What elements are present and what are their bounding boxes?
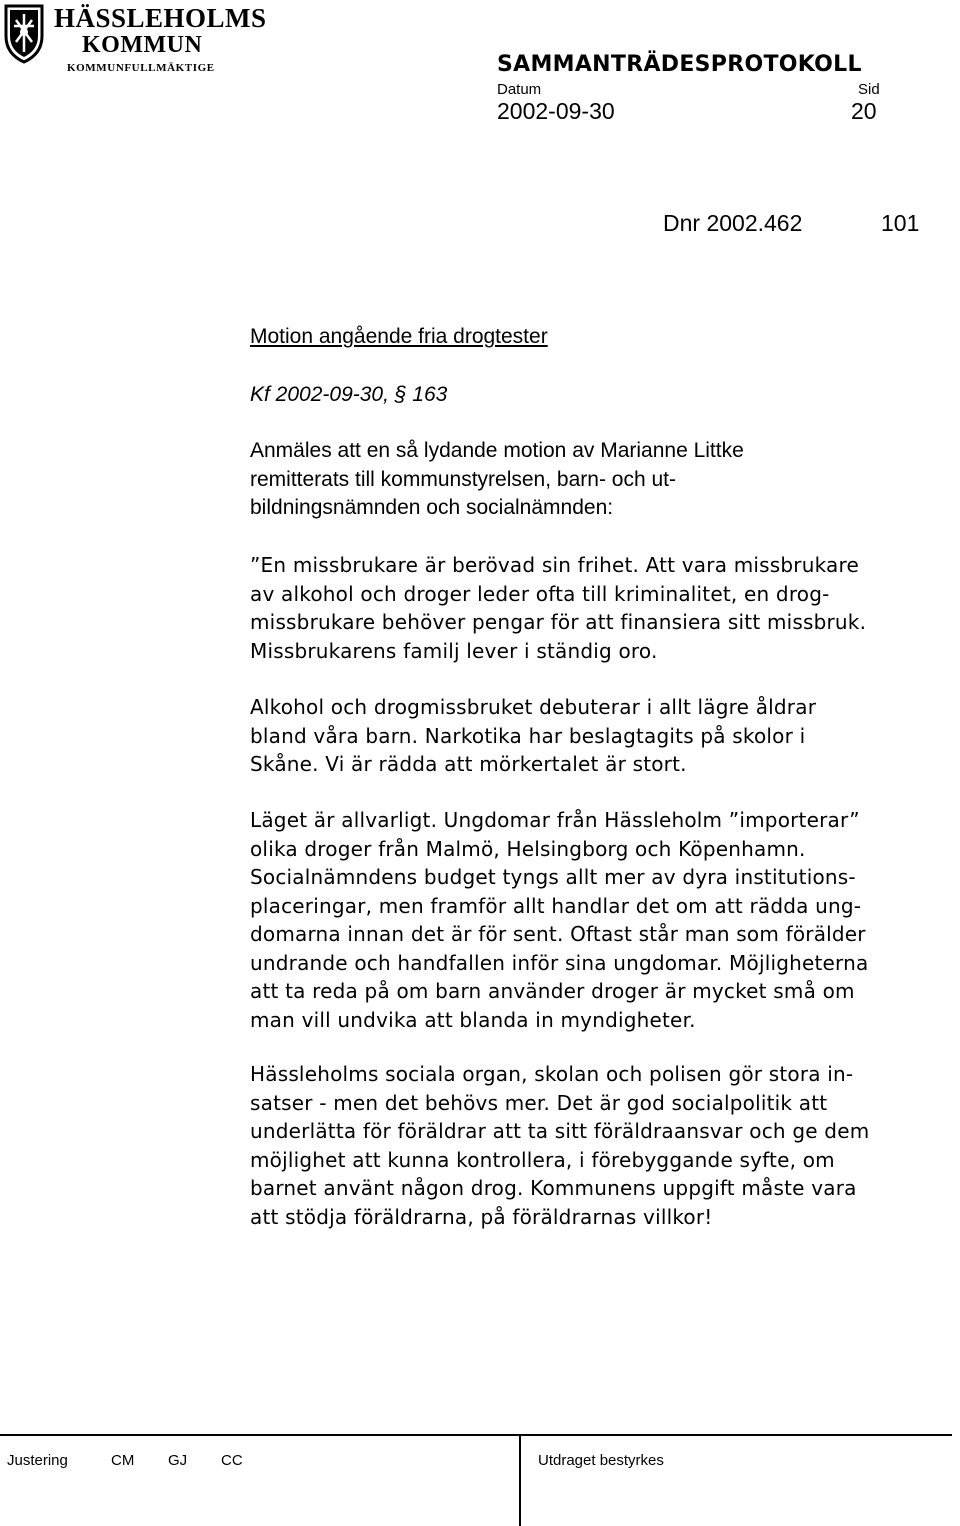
motion-paragraph-4 <box>250 1060 960 1231</box>
justering-label: Justering <box>7 1452 68 1469</box>
org-unit: KOMMUNFULLMÄKTIGE <box>67 62 215 74</box>
paragraph-number: 101 <box>881 210 920 236</box>
text-line: undrande och handfallen inför sina ungdomar. Möjligheterna <box>250 950 869 975</box>
text-line: bland våra barn. Narkotika har beslagtagits på skolor i <box>250 723 806 748</box>
org-name-line2: KOMMUN <box>82 32 203 58</box>
text-line: barnet använt någon drog. Kommunens uppgift måste vara <box>250 1176 857 1200</box>
motion-paragraph-3 <box>250 806 960 1034</box>
text-line: Missbrukarens familj lever i ständig oro. <box>250 638 658 663</box>
text-line: Alkohol och drogmissbruket debuterar i allt lägre åldrar <box>250 695 817 719</box>
document-type: SAMMANTRÄDESPROTOKOLL <box>497 52 862 77</box>
footer-divider <box>0 1434 520 1436</box>
org-name-line1: HÄSSLEHOLMS <box>54 3 267 33</box>
text-line: remitterats till kommunstyrelsen, barn- och ut- <box>250 467 676 491</box>
text-line: domarna innan det är för sent. Oftast står man som förälder <box>250 922 866 946</box>
text-line: ”En missbrukare är berövad sin frihet. Att vara missbrukare <box>250 553 859 577</box>
footer-divider <box>520 1434 952 1436</box>
motion-heading: Motion angående fria drogtester <box>250 325 548 348</box>
text-line: Socialnämndens budget tyngs allt mer av dyra institutions- <box>250 865 856 889</box>
text-line: möjlighet att kunna kontrollera, i förebyggande syfte, om <box>250 1147 835 1172</box>
initials-cc: CC <box>221 1452 243 1469</box>
page-label: Sid <box>858 81 880 98</box>
date-label: Datum <box>497 81 542 98</box>
municipality-logo <box>0 0 267 80</box>
kf-reference: Kf 2002-09-30, § 163 <box>250 383 448 406</box>
text-line: att ta reda på om barn använder droger är mycket små om <box>250 979 855 1003</box>
text-line: att stödja föräldrarna, på föräldrarnas villkor! <box>250 1204 713 1229</box>
text-line: bildningsnämnden och socialnämnden: <box>250 496 614 519</box>
text-line: man vill undvika att blanda in myndigheter. <box>250 1007 696 1032</box>
date-value: 2002-09-30 <box>497 98 615 124</box>
initials-gj: GJ <box>168 1452 188 1469</box>
text-line: Läget är allvarligt. Ungdomar från Hässleholm ”importerar” <box>250 808 860 832</box>
text-line: Hässleholms sociala organ, skolan och polisen gör stora in- <box>250 1062 854 1086</box>
diary-number: Dnr 2002.462 <box>663 210 803 236</box>
initials-cm: CM <box>111 1452 135 1469</box>
motion-paragraph-2 <box>250 693 960 779</box>
motion-paragraph-1 <box>250 551 960 665</box>
text-line: underlätta för föräldrar att ta sitt föräldraansvar och ge dem <box>250 1119 870 1143</box>
coat-of-arms-icon <box>2 2 46 64</box>
footer-column-divider <box>519 1434 521 1526</box>
text-line: Anmäles att en så lydande motion av Marianne Littke <box>250 439 744 462</box>
text-line: placeringar, men framför allt handlar det om att rädda ung- <box>250 893 862 918</box>
text-line: av alkohol och droger leder ofta till kriminalitet, en drog- <box>250 581 830 606</box>
text-line: olika droger från Malmö, Helsingborg och Köpenhamn. <box>250 836 806 861</box>
text-line: satser - men det behövs mer. Det är god socialpolitik att <box>250 1090 828 1115</box>
page-number: 20 <box>851 98 877 124</box>
text-line: missbrukare behöver pengar för att finansiera sitt missbruk. <box>250 610 867 634</box>
intro-paragraph <box>250 437 960 523</box>
utdraget-label: Utdraget bestyrkes <box>538 1452 664 1469</box>
text-line: Skåne. Vi är rädda att mörkertalet är stort. <box>250 752 687 776</box>
